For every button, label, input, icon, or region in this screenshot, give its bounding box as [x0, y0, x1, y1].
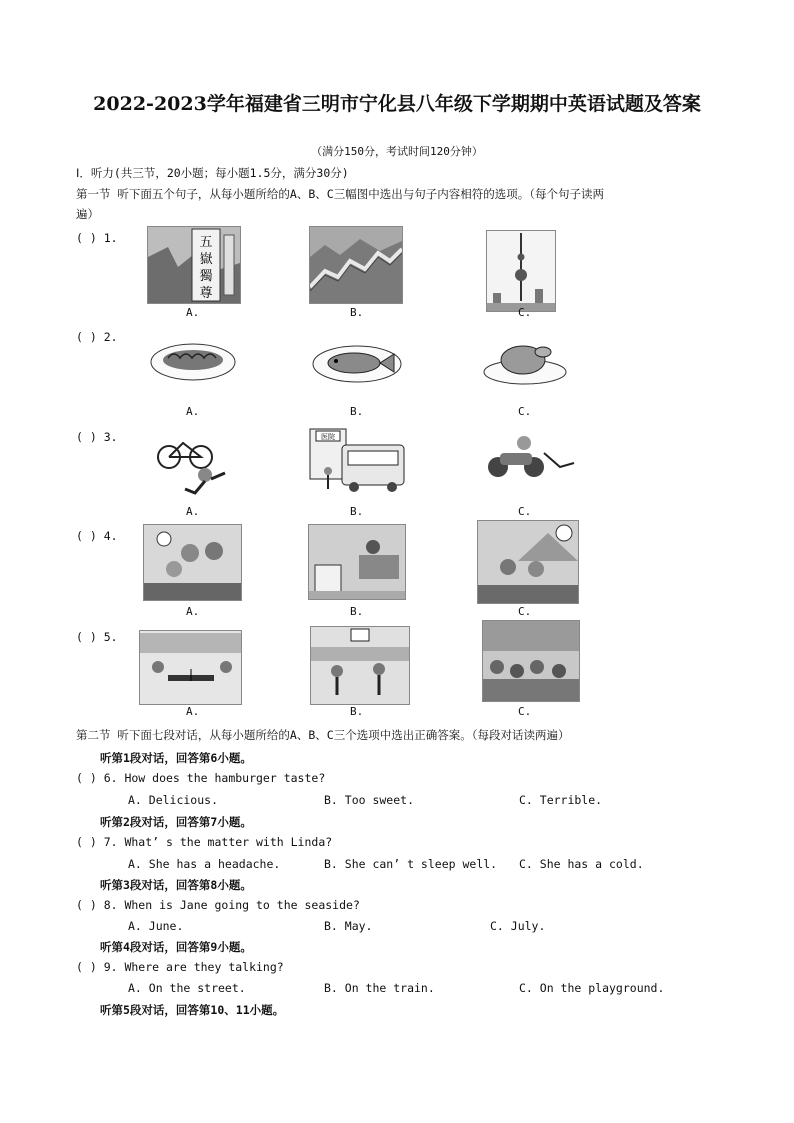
- q1-sign-char-3: 獨: [199, 269, 213, 284]
- q7-option-b: B. She can’ t sleep well.: [324, 857, 498, 871]
- q1-sign-char-4: 尊: [199, 286, 213, 301]
- page-subtitle: （满分150分，考试时间120分钟）: [311, 145, 483, 158]
- q1-picture-a-mountain-tablet: [147, 226, 241, 304]
- q2-option-b-label: B.: [350, 405, 364, 418]
- q9-option-b: B. On the train.: [324, 981, 435, 995]
- question-9: ( ) 9. Where are they talking?: [76, 960, 284, 974]
- q5-picture-c-crowd: [482, 620, 580, 702]
- q2-picture-c-roast-chicken: [483, 334, 567, 386]
- q5-picture-a-ping-pong: [139, 630, 242, 705]
- part-1-instructions-cont: 遍）: [76, 207, 99, 221]
- q2-picture-b-fish-plate: [312, 342, 402, 384]
- q2-option-a-label: A.: [186, 405, 200, 418]
- q6-option-b: B. Too sweet.: [324, 793, 415, 807]
- q8-option-b: B. May.: [324, 919, 373, 933]
- q4-picture-a-family-outdoors: [143, 524, 242, 601]
- q5-option-c-label: C.: [518, 705, 532, 718]
- question-1-number: ( ) 1.: [76, 231, 118, 245]
- q4-option-a-label: A.: [186, 605, 200, 618]
- q1-option-c-label: C.: [518, 306, 532, 319]
- dialog-3-intro: 听第3段对话，回答第8小题。: [100, 878, 252, 892]
- page-title: 2022-2023学年福建省三明市宁化县八年级下学期期中英语试题及答案: [93, 93, 701, 115]
- q3-picture-c-motorbike: [484, 433, 576, 489]
- q4-picture-b-living-room: [308, 524, 406, 600]
- q3-picture-a-bicycle: [155, 433, 235, 495]
- q1-picture-b-great-wall: [309, 226, 403, 304]
- q6-option-c: C. Terrible.: [519, 793, 603, 807]
- q4-picture-c-kids-kite: [477, 520, 579, 604]
- q3-option-c-label: C.: [518, 505, 532, 518]
- q9-option-c: C. On the playground.: [519, 981, 665, 995]
- question-8: ( ) 8. When is Jane going to the seaside?: [76, 898, 360, 912]
- q5-picture-b-basketball: [310, 626, 410, 705]
- q1-option-b-label: B.: [350, 306, 364, 319]
- dialog-4-intro: 听第4段对话，回答第9小题。: [100, 940, 252, 954]
- dialog-5-intro: 听第5段对话，回答第10、11小题。: [100, 1003, 285, 1017]
- q1-sign-char-1: 五: [199, 235, 213, 250]
- q8-option-a: A. June.: [128, 919, 184, 933]
- q1-sign-char-2: 嶽: [199, 252, 213, 267]
- question-7: ( ) 7. What’ s the matter with Linda?: [76, 835, 333, 849]
- q1-picture-c-tv-tower: [486, 230, 556, 312]
- dialog-1-intro: 听第1段对话，回答第6小题。: [100, 751, 252, 765]
- part-1-instructions: 第一节 听下面五个句子，从每小题所给的A、B、C三幅图中选出与句子内容相符的选项。（每个句子读两: [76, 187, 604, 201]
- q9-option-a: A. On the street.: [128, 981, 246, 995]
- question-4-number: ( ) 4.: [76, 529, 118, 543]
- q3-sign-label: 医院: [321, 433, 335, 441]
- q8-option-c: C. July.: [490, 919, 546, 933]
- q3-option-a-label: A.: [186, 505, 200, 518]
- q1-option-a-label: A.: [186, 306, 200, 319]
- q6-option-a: A. Delicious.: [128, 793, 219, 807]
- section-1-heading: Ⅰ．听力(共三节，20小题；每小题1.5分，满分30分): [76, 166, 349, 180]
- question-6: ( ) 6. How does the hamburger taste?: [76, 771, 326, 785]
- question-3-number: ( ) 3.: [76, 430, 118, 444]
- q4-option-c-label: C.: [518, 605, 532, 618]
- q3-picture-b-bus: [308, 427, 406, 493]
- q2-option-c-label: C.: [518, 405, 532, 418]
- dialog-2-intro: 听第2段对话，回答第7小题。: [100, 815, 252, 829]
- part-2-instructions: 第二节 听下面七段对话，从每小题所给的A、B、C三个选项中选出正确答案。（每段对话读两遍）: [76, 728, 570, 742]
- q7-option-c: C. She has a cold.: [519, 857, 644, 871]
- q5-option-a-label: A.: [186, 705, 200, 718]
- q4-option-b-label: B.: [350, 605, 364, 618]
- q7-option-a: A. She has a headache.: [128, 857, 281, 871]
- q5-option-b-label: B.: [350, 705, 364, 718]
- question-2-number: ( ) 2.: [76, 330, 118, 344]
- q3-option-b-label: B.: [350, 505, 364, 518]
- question-5-number: ( ) 5.: [76, 630, 118, 644]
- q2-picture-a-shrimp-plate: [150, 338, 236, 382]
